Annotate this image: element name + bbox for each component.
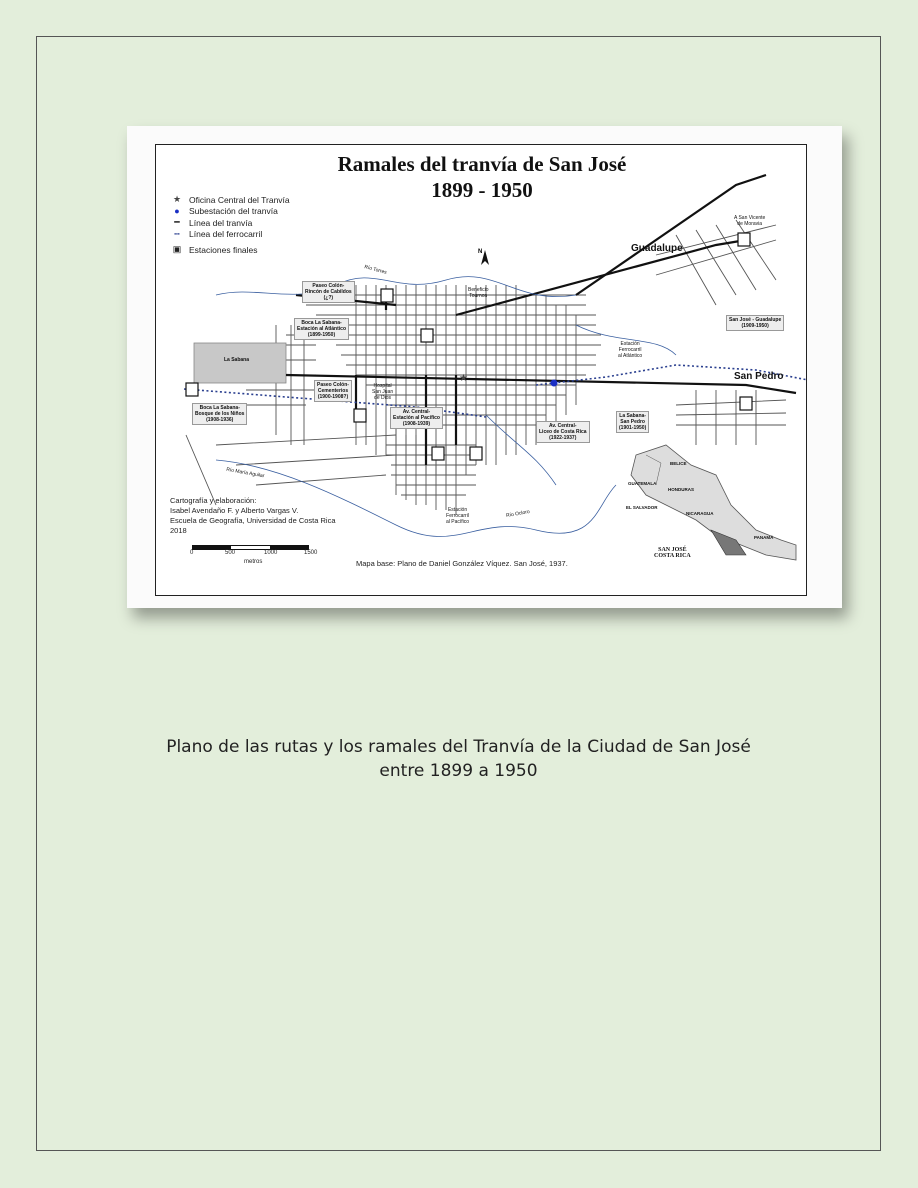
place-guadalupe: Guadalupe [631, 243, 683, 254]
inset-el-salvador: EL SALVADOR [626, 505, 658, 510]
label-rio-ocloro: Río Ocloro [505, 508, 531, 520]
label-boca-sabana-atlantico: Boca La Sabana- Estación al Atlántico (1899-1950) [294, 318, 349, 340]
label-beneficio: Beneficio Tournon [468, 287, 489, 299]
map-title-line1: Ramales del tranvía de San José [337, 152, 627, 176]
figure-caption [36, 735, 881, 783]
credits-line: Cartografía y elaboración: [170, 496, 257, 505]
legend-label: Estaciones finales [189, 244, 258, 255]
label-av-central-liceo: Av. Central- Liceo de Costa Rica (1922-1937) [536, 421, 590, 443]
legend-item [170, 206, 290, 218]
place-san-pedro: San Pedro [734, 371, 784, 382]
label-rio-maria-aguilar: Río María Aguilar [225, 466, 265, 480]
scale-ticks [192, 550, 352, 558]
star-icon: ★ [172, 194, 182, 205]
label-estacion-pacifico: Estación Ferrocarril al Pacífico [446, 507, 470, 525]
station-icon: ▣ [172, 244, 182, 255]
map-credits [170, 496, 336, 536]
legend-item [170, 217, 290, 229]
legend-label: Oficina Central del Tranvía [189, 194, 290, 205]
label-hospital: Hospital San Juan de Dios [372, 383, 394, 401]
label-rio-torres: Río Torres [363, 264, 388, 276]
dotted-line-icon: ┅ [174, 228, 180, 239]
map-legend [170, 194, 290, 256]
central-america-inset [631, 445, 796, 560]
legend-label: Línea del tranvía [189, 217, 253, 228]
inset-honduras: HONDURAS [668, 487, 695, 492]
label-paseo-colon-cabildos: Paseo Colón- Rincón de Cabildos (¿?) [302, 281, 355, 303]
legend-item [170, 229, 290, 241]
label-sabana-san-pedro: La Sabana- San Pedro (1901-1950) [616, 411, 649, 433]
caption-line1: Plano de las rutas y los ramales del Tranvía de la Ciudad de San José [166, 737, 751, 757]
credits-line: Escuela de Geografía, Universidad de Costa Rica [170, 516, 336, 525]
scale-bar [190, 545, 352, 565]
scale-tick: 500 [225, 550, 236, 556]
north-label: N [478, 249, 483, 255]
map-figure [155, 144, 807, 596]
dot-icon: ● [174, 206, 180, 217]
legend-label: Subestación del tranvía [189, 206, 278, 217]
credits-line: 2018 [170, 526, 187, 535]
map-base-note: Mapa base: Plano de Daniel González Víquez. San José, 1937. [356, 559, 568, 568]
label-sj-guadalupe: San José - Guadalupe (1909-1950) [726, 315, 784, 331]
scale-tick: 1500 [304, 550, 318, 556]
substation-marker [551, 380, 558, 387]
scale-unit: metros [244, 559, 263, 565]
legend-item [170, 194, 290, 206]
label-av-central-pacifico: Av. Central- Estación al Pacífico (1908-1939) [390, 407, 443, 429]
line-icon: ━ [174, 217, 180, 228]
la-sabana-area [194, 343, 286, 383]
inset-san-jose: SAN JOSÉ COSTA RICA [654, 547, 691, 559]
label-boca-sabana-bosque: Boca La Sabana- Bosque de los Niños (1908-1936) [192, 403, 247, 425]
inset-nicaragua: NICARAGUA [686, 511, 714, 516]
place-la-sabana: La Sabana [224, 357, 250, 363]
scale-tick: 0 [190, 550, 194, 556]
credits-line: Isabel Avendaño F. y Alberto Vargas V. [170, 506, 299, 515]
label-san-vicente: A San Vicente de Moravia [734, 215, 766, 227]
map-photo [127, 126, 842, 608]
inset-panama: PANAMÁ [754, 535, 774, 540]
caption-line2: entre 1899 a 1950 [379, 761, 538, 781]
legend-label: Línea del ferrocarril [189, 229, 263, 240]
legend-item [170, 244, 290, 256]
central-office-marker: ★ [459, 373, 468, 384]
label-paseo-colon-cementerios: Paseo Colón- Cementerios (1900-1908?) [314, 380, 352, 402]
label-estacion-atlantico: Estación Ferrocarril al Atlántico [618, 341, 643, 359]
map-title-line2: 1899 - 1950 [431, 178, 533, 202]
inset-guatemala: GUATEMALA [628, 481, 657, 486]
inset-belice: BELICE [670, 461, 687, 466]
scale-tick: 1000 [264, 550, 278, 556]
